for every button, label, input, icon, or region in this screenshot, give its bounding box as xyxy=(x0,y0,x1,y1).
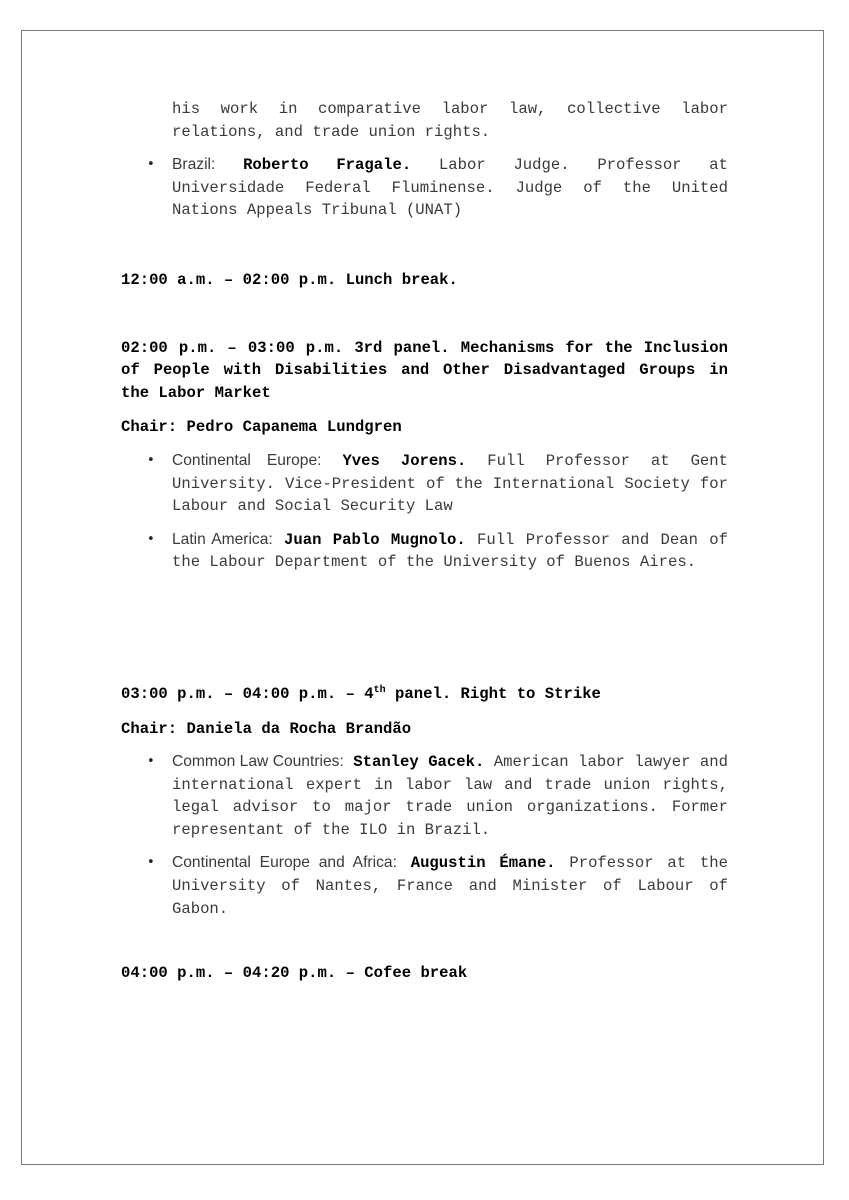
speaker-description: Professor at the University of Nantes, France and Minister of Labour of Gabon. xyxy=(172,854,728,918)
region-colon: : xyxy=(392,854,397,872)
speaker-description: Full Professor at Gent University. Vice-President of the International Society for Labour and Social Security Law xyxy=(172,451,729,516)
panel4-heading-ordinal: th xyxy=(373,684,386,696)
list-item xyxy=(121,450,728,518)
speaker-region: Latin America xyxy=(172,530,269,548)
region-colon: : xyxy=(268,530,273,548)
list-item xyxy=(121,529,728,574)
region-colon: : xyxy=(317,451,322,469)
speaker-description: American labor lawyer and international expert in labor law and trade union rights, legal advisor to major trade union organizations. Former representant of the ILO in Brazil. xyxy=(172,753,729,839)
speaker-description: Full Professor and Dean of the Labour Department of the University of Buenos Aires. xyxy=(172,530,728,572)
speaker-name: Augustin Émane. xyxy=(410,854,556,873)
region-colon: : xyxy=(339,753,344,771)
bullet-icon: • xyxy=(147,157,155,173)
list-item xyxy=(121,751,728,841)
continued-speaker-bio: his work in comparative labor law, collective labor relations, and trade union rights. xyxy=(172,100,728,141)
speaker-name: Yves Jorens. xyxy=(342,451,467,470)
panel4-heading xyxy=(121,683,728,706)
panel4-speaker-list xyxy=(121,751,728,920)
bullet-icon: • xyxy=(147,754,155,770)
panel3-chair: Chair: Pedro Capanema Lundgren xyxy=(121,418,402,437)
panel3-heading: 02:00 p.m. – 03:00 p.m. 3rd panel. Mechanisms for the Inclusion of People with Disabilities and Other Disadvantaged Groups in the Labor Market xyxy=(121,338,728,402)
lunch-break-heading: 12:00 a.m. – 02:00 p.m. Lunch break. xyxy=(121,270,458,289)
cofee-break-heading: 04:00 p.m. – 04:20 p.m. – Cofee break xyxy=(121,964,468,983)
speaker-name: Stanley Gacek. xyxy=(353,753,485,772)
speaker-region: Brazil xyxy=(172,156,211,174)
bullet-icon: • xyxy=(147,452,155,468)
panel4-chair: Chair: Daniela da Rocha Brandão xyxy=(121,719,412,738)
panel2-speaker-list xyxy=(121,154,728,222)
bullet-icon: • xyxy=(147,531,155,547)
panel3-speaker-list xyxy=(121,450,728,574)
list-item xyxy=(121,852,728,920)
program-content xyxy=(121,98,728,985)
speaker-name: Juan Pablo Mugnolo. xyxy=(284,530,466,549)
bullet-icon: • xyxy=(147,855,155,871)
region-colon: : xyxy=(211,156,216,174)
speaker-name: Roberto Fragale. xyxy=(243,156,412,175)
speaker-region: Continental Europe xyxy=(172,451,318,469)
panel4-heading-time: 03:00 p.m. – 04:00 p.m. – 4 xyxy=(121,684,374,703)
speaker-region: Continental Europe and Africa xyxy=(172,854,393,872)
list-item xyxy=(121,154,728,222)
speaker-region: Common Law Countries xyxy=(172,753,340,771)
speaker-description: Labor Judge. Professor at Universidade Federal Fluminense. Judge of the United Nations Appeals Tribunal (UNAT) xyxy=(172,156,728,220)
panel4-heading-title: panel. Right to Strike xyxy=(385,684,601,703)
